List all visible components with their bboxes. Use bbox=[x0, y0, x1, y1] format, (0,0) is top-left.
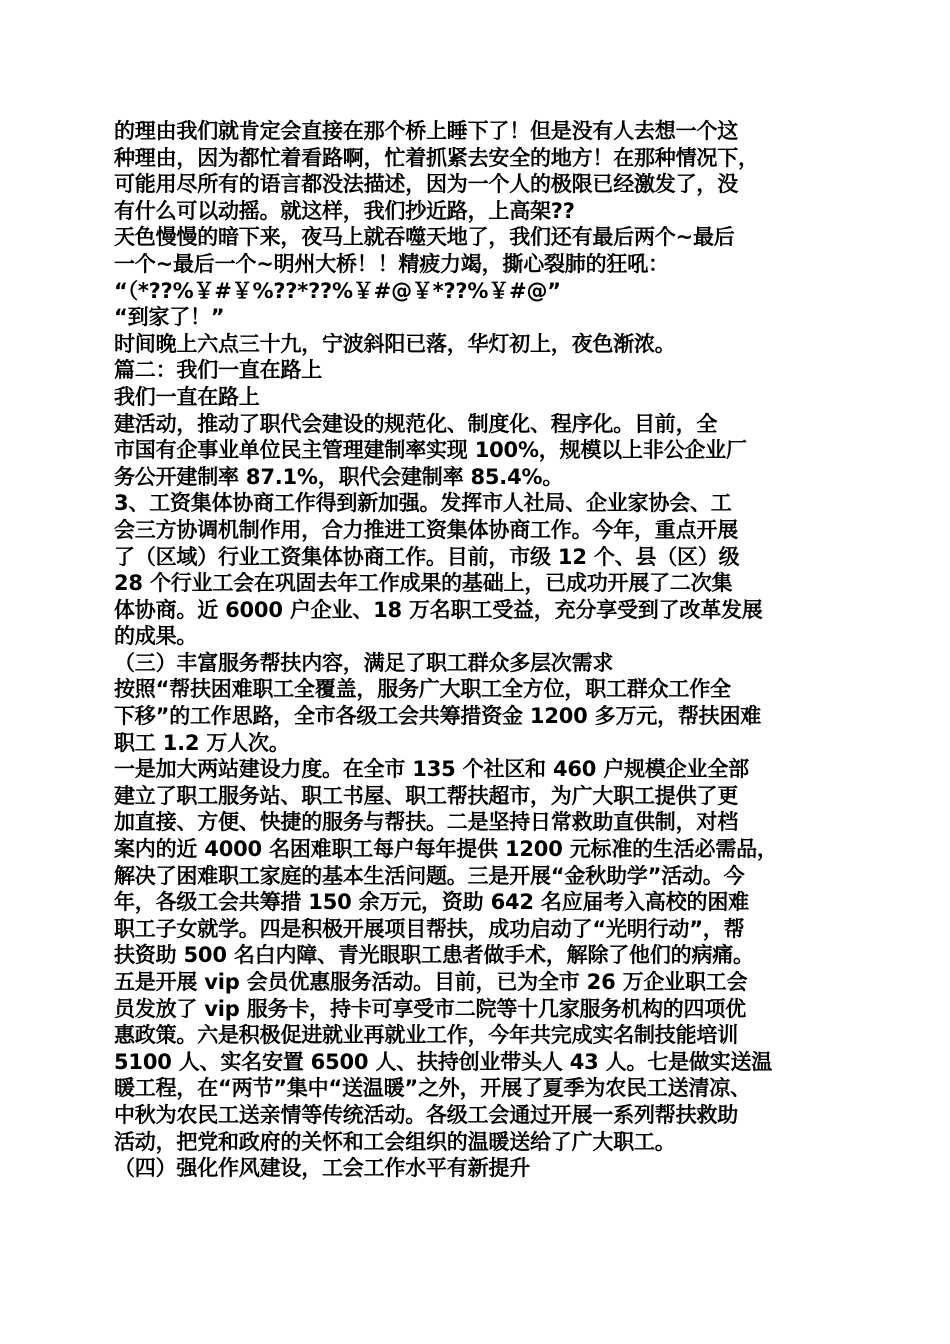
text-line: 活动，把党和政府的关怀和工会组织的温暖送给了广大职工。 bbox=[114, 1129, 676, 1154]
text-line: 3、工资集体协商工作得到新加强。发挥市人社局、企业家协会、工 bbox=[114, 491, 732, 516]
text-line: 种理由，因为都忙着看路啊，忙着抓紧去安全的地方！在那种情况下， bbox=[114, 145, 759, 170]
text-line: 职工 1.2 万人次。 bbox=[114, 730, 290, 755]
text-line: 职工子女就学。四是积极开展项目帮扶，成功启动了“光明行动”，帮 bbox=[114, 916, 745, 941]
text-line: 可能用尽所有的语言都没法描述，因为一个人的极限已经激发了，没 bbox=[114, 172, 738, 197]
text-line: 下移”的工作思路，全市各级工会共筹措资金 1200 多万元，帮扶困难 bbox=[114, 704, 762, 729]
text-line: 天色慢慢的暗下来，夜马上就吞噬天地了，我们还有最后两个~最后 bbox=[114, 225, 735, 250]
section-heading: （四）强化作风建设，工会工作水平有新提升 bbox=[114, 1156, 530, 1181]
text-line: 28 个行业工会在巩固去年工作成果的基础上，已成功开展了二次集 bbox=[114, 571, 733, 596]
text-line: 中秋为农民工送亲情等传统活动。各级工会通过开展一系列帮扶救助 bbox=[114, 1102, 738, 1127]
text-line: 市国有企事业单位民主管理建制率实现 100%，规模以上非公企业厂 bbox=[114, 438, 747, 463]
text-line: 会三方协调机制作用，合力推进工资集体协商工作。今年，重点开展 bbox=[114, 517, 738, 542]
section-heading: 篇二：我们一直在路上 bbox=[114, 358, 322, 383]
text-line: 了（区域）行业工资集体协商工作。目前，市级 12 个、县（区）级 bbox=[114, 544, 740, 569]
text-line: 按照“帮扶困难职工全覆盖，服务广大职工全方位，职工群众工作全 bbox=[114, 677, 731, 702]
text-line: 的理由我们就肯定会直接在那个桥上睡下了！但是没有人去想一个这 bbox=[114, 119, 738, 143]
text-line: 扶资助 500 名白内障、青光眼职工患者做手术，解除了他们的病痛。 bbox=[114, 943, 754, 968]
text-line: 加直接、方便、快捷的服务与帮扶。二是坚持日常救助直供制，对档 bbox=[114, 810, 738, 835]
section-heading: （三）丰富服务帮扶内容，满足了职工群众多层次需求 bbox=[114, 650, 614, 675]
document-body bbox=[114, 118, 838, 1182]
text-line: 务公开建制率 87.1%，职代会建制率 85.4%。 bbox=[114, 464, 564, 489]
text-line: 案内的近 4000 名困难职工每户每年提供 1200 元标准的生活必需品， bbox=[114, 837, 778, 862]
text-line: 的成果。 bbox=[114, 624, 198, 649]
text-line: 时间晚上六点三十九，宁波斜阳已落，华灯初上，夜色渐浓。 bbox=[114, 331, 676, 356]
text-line: 一个~最后一个~明州大桥！！精疲力竭，撕心裂肺的狂吼： bbox=[114, 251, 669, 276]
text-line: 一是加大两站建设力度。在全市 135 个社区和 460 户规模企业全部 bbox=[114, 757, 749, 782]
text-line: 建活动，推动了职代会建设的规范化、制度化、程序化。目前，全 bbox=[114, 411, 718, 436]
text-line: 年，各级工会共筹措 150 余万元，资助 642 名应届考入高校的困难 bbox=[114, 890, 749, 915]
text-line: 5100 人、实名安置 6500 人、扶持创业带头人 43 人。七是做实送温 bbox=[114, 1049, 773, 1074]
text-line: 五是开展 vip 会员优惠服务活动。目前，已为全市 26 万企业职工会 bbox=[114, 970, 748, 994]
text-line: 暖工程，在“两节”集中“送温暖”之外，开展了夏季为农民工送清凉、 bbox=[114, 1076, 751, 1101]
text-line: “（*??%￥#￥%??*??%￥#@￥*??%￥#@” bbox=[114, 278, 561, 303]
text-line: “到家了！” bbox=[114, 305, 225, 330]
text-line: 员发放了 vip 服务卡，持卡可享受市二院等十几家服务机构的四项优 bbox=[114, 996, 746, 1021]
text-line: 惠政策。六是积极促进就业再就业工作，今年共完成实名制技能培训 bbox=[114, 1023, 738, 1048]
text-line: 解决了困难职工家庭的基本生活问题。三是开展“金秋助学”活动。今 bbox=[114, 863, 745, 888]
section-subheading: 我们一直在路上 bbox=[114, 384, 260, 409]
text-line: 建立了职工服务站、职工书屋、职工帮扶超市，为广大职工提供了更 bbox=[114, 783, 738, 808]
text-line: 体协商。近 6000 户企业、18 万名职工受益，充分享受到了改革发展 bbox=[114, 597, 763, 622]
text-line: 有什么可以动摇。就这样，我们抄近路，上高架?? bbox=[114, 198, 575, 223]
